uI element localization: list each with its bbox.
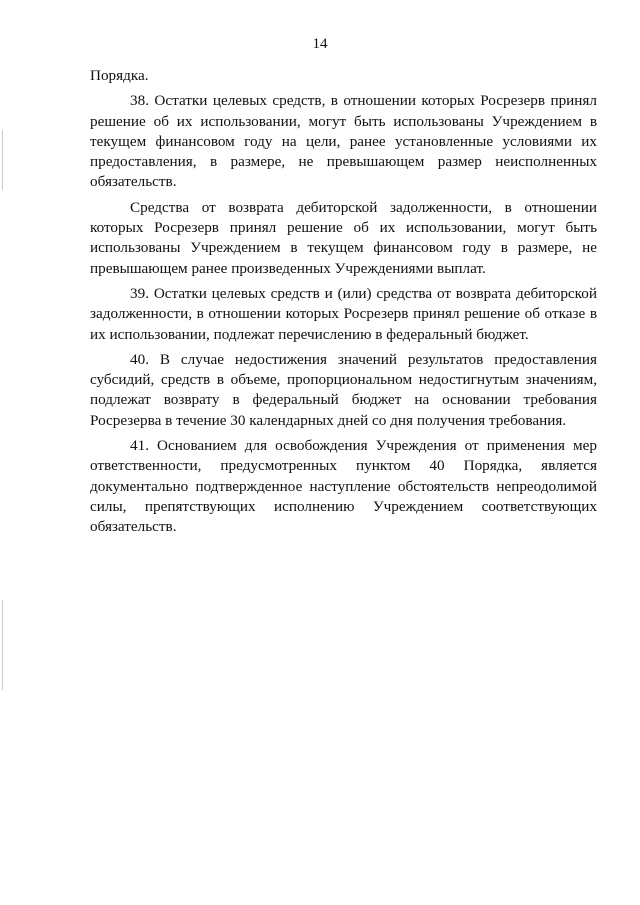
paragraph-continuation: Порядка. <box>90 67 149 84</box>
page-number: 14 <box>312 36 328 52</box>
paragraph-receivables: Средства от возврата дебиторской задолженности, в отношении которых Росрезерв принял решение об их использовании, могут быть использованы Учреждением в текущем финансовом году в размере, не превышающем ранее произведенных Учреждениями выплат. <box>90 198 597 277</box>
paragraph-40: 40. В случае недостижения значений результатов предоставления субсидий, средств в объеме, пропорциональном недостигнутым значениям, подлежат возврату в федеральный бюджет на основании требования Росрезерва в течение 30 календарных дней со дня получения требования. <box>90 350 597 429</box>
paragraph-39: 39. Остатки целевых средств и (или) средства от возврата дебиторской задолженности, в отношении которых Росрезерв принял решение об отказе в их использовании, подлежат перечислению в федеральный бюджет. <box>90 284 597 343</box>
paragraph-38: 38. Остатки целевых средств, в отношении которых Росрезерв принял решение об их использовании, могут быть использованы Учреждением в текущем финансовом году на цели, ранее установленные условиями их предоставления, в размере, не превышающем размер неисполненных обязательств. <box>90 92 597 191</box>
document-body <box>90 66 597 538</box>
scan-edge-mark <box>2 600 3 690</box>
scan-edge-mark <box>2 130 3 190</box>
paragraph-41: 41. Основанием для освобождения Учреждения от применения мер ответственности, предусмотренных пунктом 40 Порядка, является документально подтвержденное наступление обстоятельств непреодолимой силы, препятствующих исполнению Учреждением соответствующих обязательств. <box>90 437 597 536</box>
